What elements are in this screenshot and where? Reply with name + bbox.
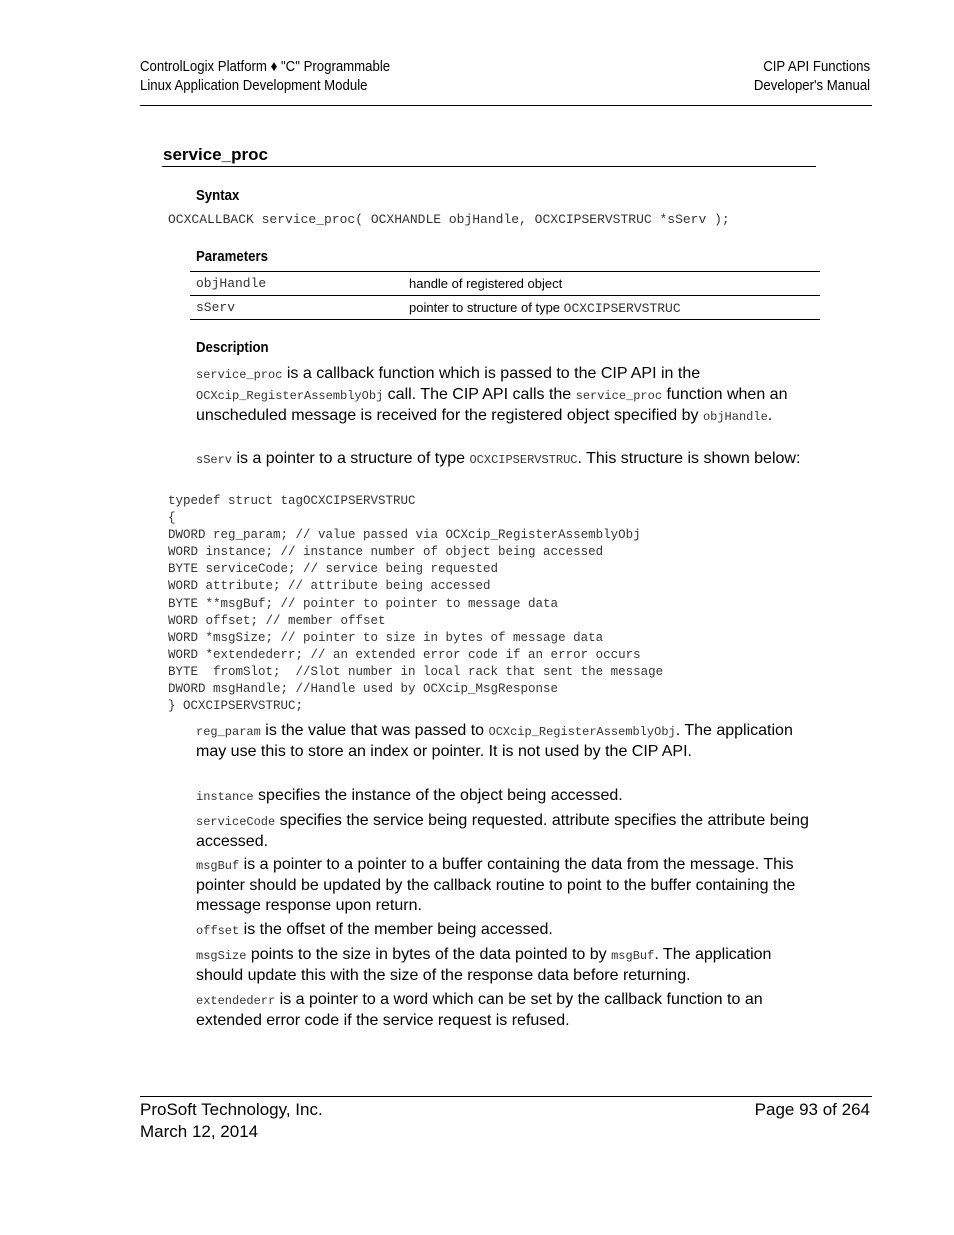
syntax-code: OCXCALLBACK service_proc( OCXHANDLE objHandle, OCXCIPSERVSTRUC *sServ );	[168, 212, 730, 227]
section-title: service_proc	[163, 145, 268, 164]
description-heading: Description	[196, 339, 269, 356]
syntax-heading: Syntax	[196, 187, 240, 204]
description-paragraph: sServ is a pointer to a structure of type OCXCIPSERVSTRUC. This structure is shown below:	[196, 450, 801, 467]
page-number: Page 93 of 264	[754, 1100, 870, 1119]
param-name: objHandle	[196, 276, 267, 291]
field-description: reg_param is the value that was passed to OCXcip_RegisterAssemblyObj. The application may use this to store an index or pointer. It is not used by the CIP API.	[196, 722, 793, 760]
table-row	[190, 296, 820, 320]
header-chapter: CIP API Functions	[763, 58, 870, 75]
field-description: extendederr is a pointer to a word which can be set by the callback function to an extended error code if the service request is refused.	[196, 991, 763, 1029]
table-row	[190, 272, 820, 296]
header-divider	[140, 105, 872, 106]
parameters-heading: Parameters	[196, 248, 268, 265]
footer-company: ProSoft Technology, Inc.	[140, 1100, 323, 1119]
header-left	[140, 57, 390, 95]
param-desc: handle of registered object	[409, 275, 563, 291]
field-description: msgBuf is a pointer to a pointer to a buffer containing the data from the message. This pointer should be updated by the callback routine to point to the buffer containing the message response upon return.	[196, 856, 796, 914]
footer-divider	[140, 1096, 872, 1097]
footer-left	[140, 1099, 323, 1143]
parameters-table	[190, 271, 820, 320]
param-name: sServ	[196, 300, 236, 315]
param-desc: pointer to structure of type OCXCIPSERVSTRUC	[409, 299, 681, 316]
header-product-line: ControlLogix Platform ♦ "C" Programmable	[140, 58, 391, 75]
header-module-line: Linux Application Development Module	[140, 77, 368, 94]
field-description: instance specifies the instance of the object being accessed.	[196, 787, 623, 804]
description-paragraph: service_proc is a callback function which is passed to the CIP API in the OCXcip_RegisterAssemblyObj call. The CIP API calls the service_proc function when an unscheduled message is received for the registered object specified by objHandle.	[196, 365, 788, 424]
header-manual: Developer's Manual	[753, 77, 870, 94]
footer-right	[755, 1099, 870, 1121]
field-description: msgSize points to the size in bytes of the data pointed to by msgBuf. The application should update this with the size of the response data before returning.	[196, 946, 772, 984]
footer-date: March 12, 2014	[140, 1122, 259, 1141]
section-divider	[162, 166, 816, 167]
field-description: offset is the offset of the member being accessed.	[196, 921, 553, 938]
struct-code-block: typedef struct tagOCXCIPSERVSTRUC { DWORD reg_param; // value passed via OCXcip_RegisterAssemblyObj WORD instance; // instance number of object being accessed BYTE serviceCode; // service being requested WORD attribute; // attribute being accessed BYTE **msgBuf; // pointer to pointer to message data WORD offset; // member offset WORD *msgSize; // pointer to size in bytes of message data WORD *extendederr; // an extended error code if an error occurs BYTE fromSlot; //Slot number in local rack that sent the message DWORD msgHandle; //Handle used by OCXcip_MsgResponse } OCXCIPSERVSTRUC;	[168, 494, 664, 714]
header-right	[754, 57, 870, 95]
field-description: serviceCode specifies the service being requested. attribute specifies the attribute being accessed.	[196, 812, 809, 850]
